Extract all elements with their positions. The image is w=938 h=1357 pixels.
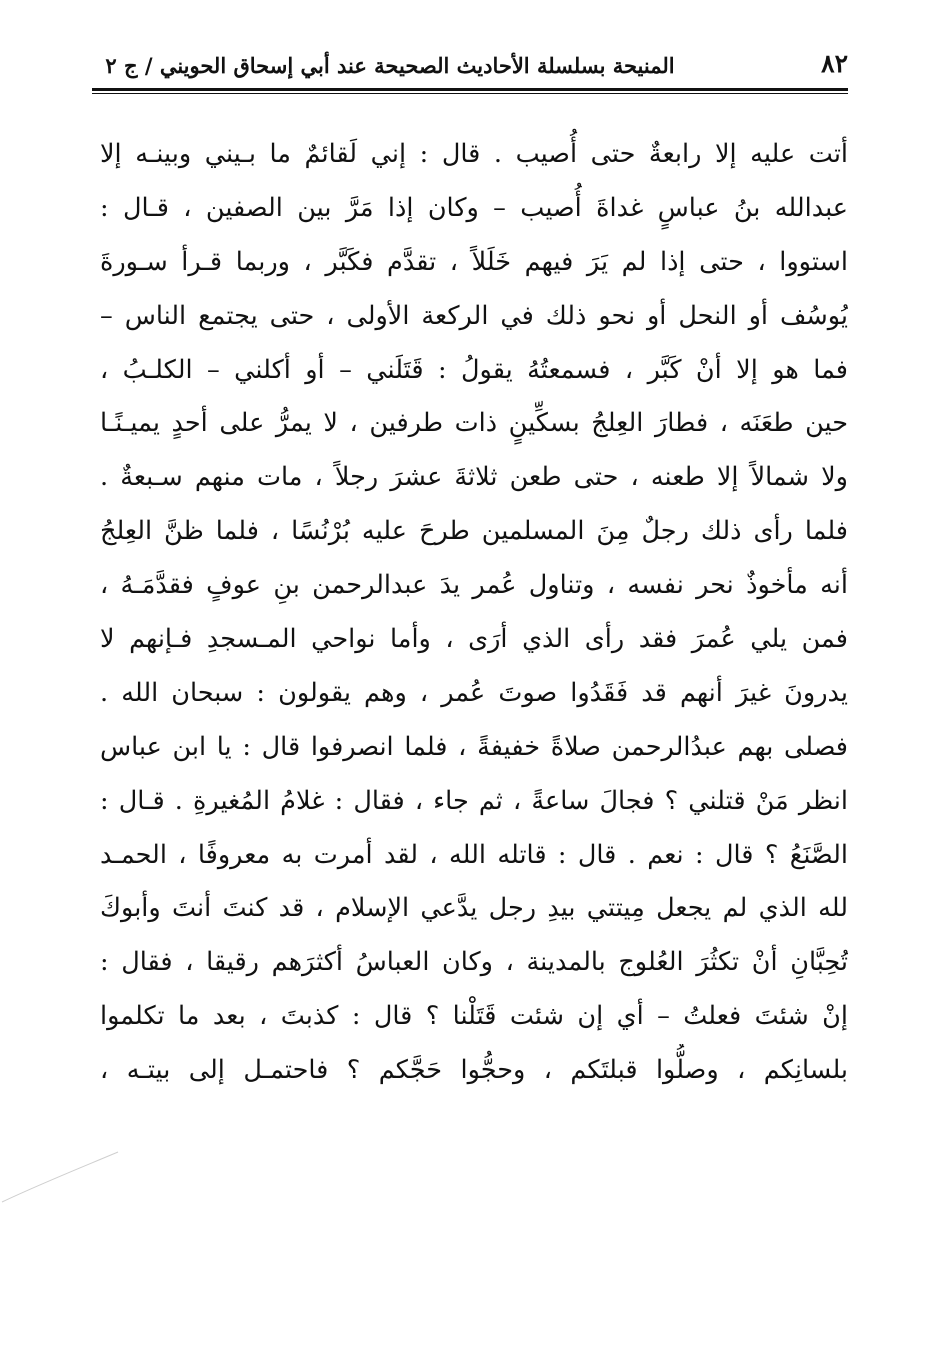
text-line: تُحِبَّانِ أنْ تكثُرَ العُلوج بالمدينة ، وكان العباسُ أكثرَهم رقيقا ، فقال : [100,947,848,978]
text-line: أنه مأخوذٌ نحر نفسه ، وتناول عُمر يدَ عبدالرحمن بنِ عوفٍ فقدَّمَـهُ ، [100,570,848,601]
text-line: حين طعَنَه ، فطارَ العِلجُ بسكِّينٍ ذات طرفين ، لا يمرُّ على أحدٍ يميـنًـا [100,408,848,439]
text-line: لله الذي لم يجعل مِيتتي بيدِ رجل يدَّعي الإسلام ، قد كنتَ أنتَ وأبوكَ [100,893,848,924]
text-line: فمن يلي عُمرَ فقد رأى الذي أرَى ، وأما نواحي المـسجدِ فـإنهم لا [100,624,848,655]
text-line: إنْ شئتَ فعلتُ – أي إن شئت قَتَلْنا ؟ قال : كذبتَ ، بعد ما تكلموا [100,1001,848,1032]
book-title-header: المنيحة بسلسلة الأحاديث الصحيحة عند أبي إسحاق الحويني / ج ٢ [105,53,675,78]
text-line: فما هو إلا أنْ كَبَّر ، فسمعتُهُ يقولُ : قَتَلَني – أو أكلني – الكلـبُ ، [100,354,848,385]
body-text [100,128,848,1098]
text-line: استووا ، حتى إذا لم يَرَ فيهم خَلَلاً ، تقدَّم فكَبَّر ، وربما قـرأ سـورةَ [100,246,848,277]
text-line: يُوسُف أو النحل أو نحو ذلك في الركعة الأولى ، حتى يجتمع الناس – [100,300,848,331]
text-line: يدرونَ غيرَ أنهم قد فَقَدُوا صوتَ عُمر ، وهم يقولون : سبحان الله . [100,677,848,708]
text-line: أتت عليه إلا رابعةٌ حتى أُصيب . قال : إني لَقائمٌ ما بـيني وبينـه إلا [100,139,848,169]
header-double-rule [92,88,848,94]
text-line: انظر مَنْ قتلني ؟ فجالَ ساعةً ، ثم جاء ، فقال : غلامُ المُغيرةِ . قـال : [100,785,848,816]
text-line: عبدالله بنُ عباسٍ غداةَ أُصيب – وكان إذا مَرَّ بين الصفين ، قـال : [100,192,848,223]
text-line: بلسانِكم ، وصلُّوا قبلتَكم ، وحجُّوا حَجَّكم ؟ فاحتمـل إلى بيتـه ، [100,1055,848,1086]
text-line: فصلى بهم عبدُالرحمن صلاةً خفيفةً ، فلما انصرفوا قال : يا ابن عباس [100,731,848,762]
page-number: ٨٢ [821,49,848,78]
text-line: ولا شمالاً إلا طعنه ، حتى طعن ثلاثةَ عشرَ رجلاً ، مات منهم سـبعةٌ . [100,462,848,493]
text-line: فلما رأى ذلك رجلٌ مِنَ المسلمين طرحَ عليه بُرْنُسًا ، فلما ظنَّ العِلجُ [100,516,848,547]
scan-artifact-line [0,1150,120,1210]
text-line: الصَّنَعُ ؟ قال : نعم . قال : قاتله الله ، لقد أمرت به معروفًا ، الحمـد [100,839,848,870]
running-head [92,46,848,86]
